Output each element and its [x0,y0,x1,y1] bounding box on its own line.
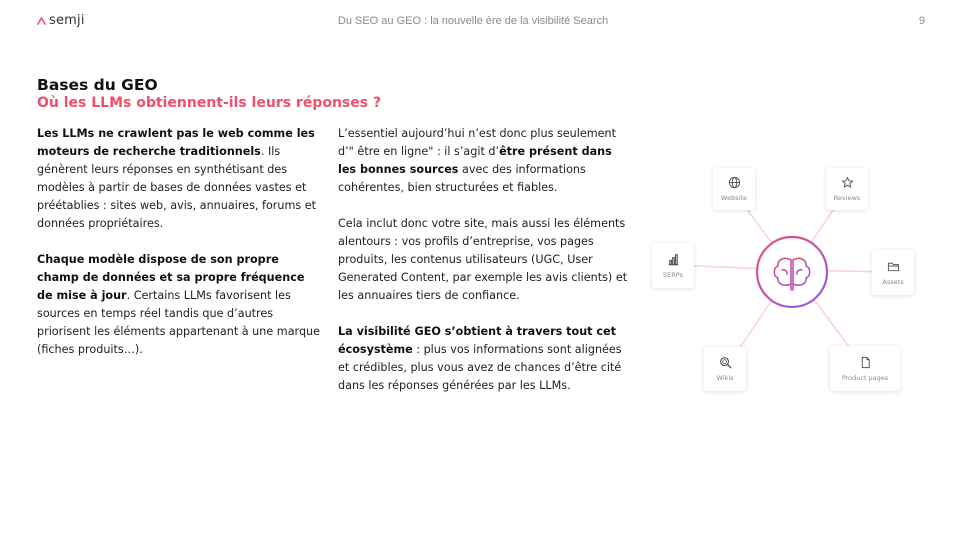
llm-sources-diagram [640,150,930,410]
star-icon [841,176,854,189]
slide-subtitle: Où les LLMs obtiennent-ils leurs réponses ? [37,95,382,111]
paragraph-emphasis: Les LLMs ne crawlent pas le web comme les moteurs de recherche traditionnels [37,127,315,158]
bar-chart-icon [667,253,680,266]
paragraph [338,323,628,395]
paragraph-text: . Certains LLMs favorisent les sources en temps réel tandis que d’autres priorisent les éléments appartenant à une marque (fiches produits…). [37,289,321,356]
document-icon [859,356,872,369]
paragraph-emphasis: Chaque modèle dispose de son propre champ de données et sa propre fréquence de mise à jour [37,253,305,302]
page-number: 9 [918,15,925,27]
card-label: Reviews [833,194,861,202]
magnifier-icon [719,356,732,369]
paragraph-text: avec des informations cohérentes, bien structurées et fiables. [338,163,586,194]
slide-title: Bases du GEO [37,76,158,94]
folder-icon [887,260,900,273]
globe-icon [728,176,741,189]
card-label: Product pages [841,373,889,382]
logo-text: semji [49,13,85,28]
paragraph-emphasis: être présent dans les bonnes sources [338,145,612,176]
source-card-wikis [704,347,746,391]
source-card-reviews [826,168,868,210]
paragraph [338,125,628,197]
card-label: Wikis [716,374,734,382]
document-title: Du SEO au GEO : la nouvelle ère de la visibilité Search [337,15,609,27]
paragraph-text: : plus vos informations sont alignées et crédibles, plus vous avez de chances d’être cité dans les réponses générées par les LLMs. [338,343,622,392]
center-ring [757,237,827,307]
paragraph-text: . Ils génèrent leurs réponses en synthétisant des modèles à partir de bases de données vastes et préétablies : sites web, avis, annuaires, forums et données propriétaires. [37,145,317,230]
paragraph-emphasis: La visibilité GEO s’obtient à travers tout cet écosystème [338,325,616,356]
source-card-serps [652,243,694,288]
card-label: Assets [882,277,904,286]
source-card-website [713,168,755,210]
source-card-assets [872,250,914,295]
card-label: Website [721,194,747,202]
text-column-middle [338,125,628,413]
text-column-left [37,125,322,377]
card-label: SERPs [663,270,683,279]
paragraph: Cela inclut donc votre site, mais aussi les éléments alentours : vos profils d’entreprise, vos pages produits, les contenus utilisateurs (UGC, User Generated Content, par exemple les avis clients) et les annuaires tiers de confiance. [338,217,628,302]
paragraph-text: L’essentiel aujourd’hui n’est donc plus seulement d’" être en ligne" : il s’agit d’ [338,127,617,158]
paragraph [37,125,322,233]
paragraph [37,251,322,359]
source-card-product-pages [830,346,900,391]
